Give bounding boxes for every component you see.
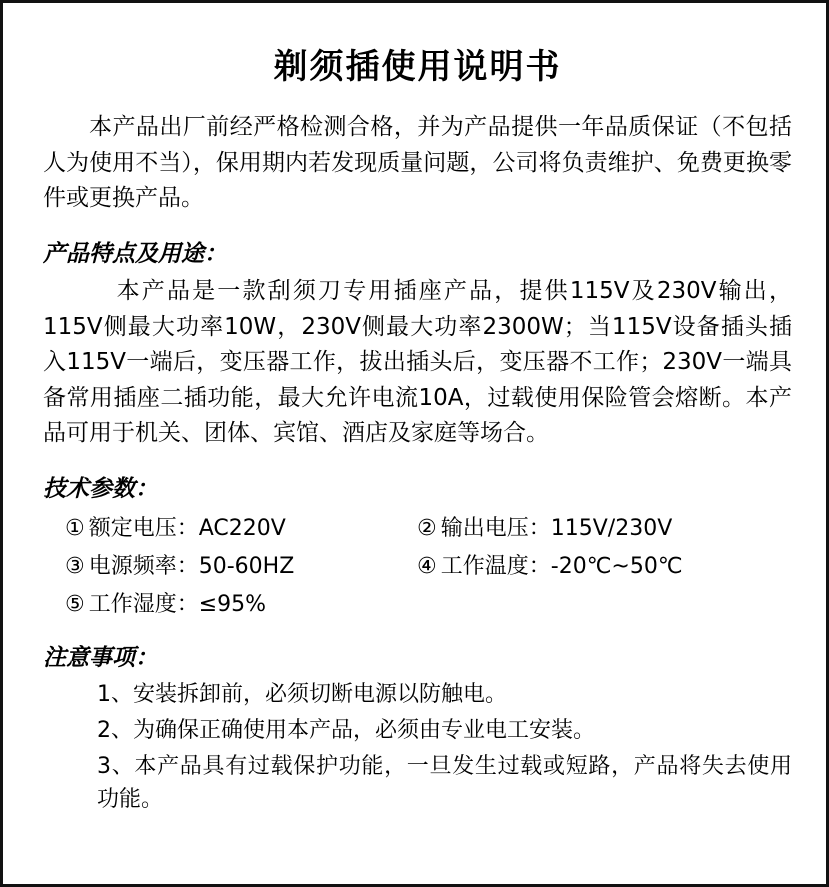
spec-cell <box>65 547 417 585</box>
note-marker: 3、 <box>97 754 135 780</box>
note-text: 为确保正确使用本产品，必须由专业电工安装。 <box>133 718 596 744</box>
spec-label: 工作温度： <box>440 554 551 580</box>
note-marker: 1、 <box>97 682 133 708</box>
spec-label: 工作湿度： <box>88 592 199 618</box>
notes-list <box>43 678 792 816</box>
note-text: 本产品具有过载保护功能，一旦发生过载或短路，产品将失去使用功能。 <box>97 754 792 813</box>
spec-marker: ③ <box>65 554 85 580</box>
list-item <box>97 714 792 747</box>
spec-value: AC220V <box>198 516 286 542</box>
spec-value: ≤95% <box>198 592 267 618</box>
list-item <box>97 678 792 711</box>
specs-heading: 技术参数： <box>43 476 158 503</box>
spec-label: 输出电压： <box>440 516 551 542</box>
features-heading: 产品特点及用途： <box>43 240 227 267</box>
spec-cell <box>417 509 814 547</box>
list-item <box>97 750 792 816</box>
page-title: 剃须插使用说明书 <box>273 47 562 87</box>
spec-label: 电源频率： <box>88 554 199 580</box>
spec-cell <box>65 509 417 547</box>
content-area <box>3 3 826 884</box>
spec-label: 额定电压： <box>88 516 199 542</box>
table-row <box>65 585 814 623</box>
note-text: 安装拆卸前，必须切断电源以防触电。 <box>133 682 508 708</box>
spec-cell-empty <box>417 585 814 623</box>
table-row <box>65 547 814 585</box>
spec-value: 50-60HZ <box>198 554 295 580</box>
specs-table <box>65 509 814 623</box>
table-row <box>65 509 814 547</box>
section-features <box>43 235 792 452</box>
notes-heading: 注意事项： <box>43 645 158 672</box>
section-notes <box>43 639 792 816</box>
spec-cell <box>65 585 417 623</box>
spec-marker: ④ <box>417 554 437 580</box>
spec-value: -20℃~50℃ <box>550 554 683 580</box>
section-specs <box>43 470 792 623</box>
spec-cell <box>417 547 814 585</box>
spec-marker: ② <box>417 516 437 542</box>
spec-value: 115V/230V <box>550 516 673 542</box>
intro-paragraph: 本产品出厂前经严格检测合格，并为产品提供一年品质保证（不包括人为使用不当），保用期内若发现质量问题，公司将负责维护、免费更换零件或更换产品。 <box>43 114 792 212</box>
note-marker: 2、 <box>97 718 133 744</box>
spec-marker: ⑤ <box>65 592 85 618</box>
spec-marker: ① <box>65 516 85 542</box>
features-body: 本产品是一款刮须刀专用插座产品，提供115V及230V输出，115V侧最大功率10W，230V侧最大功率2300W；当115V设备插头插入115V一端后，变压器工作，拔出插头后，变压器不工作；230V一端具备常用插座二插功能，最大允许电流10A，过载使用保险管会熔断。本产品可用于机关、团体、宾馆、酒店及家庭等场合。 <box>43 277 792 447</box>
